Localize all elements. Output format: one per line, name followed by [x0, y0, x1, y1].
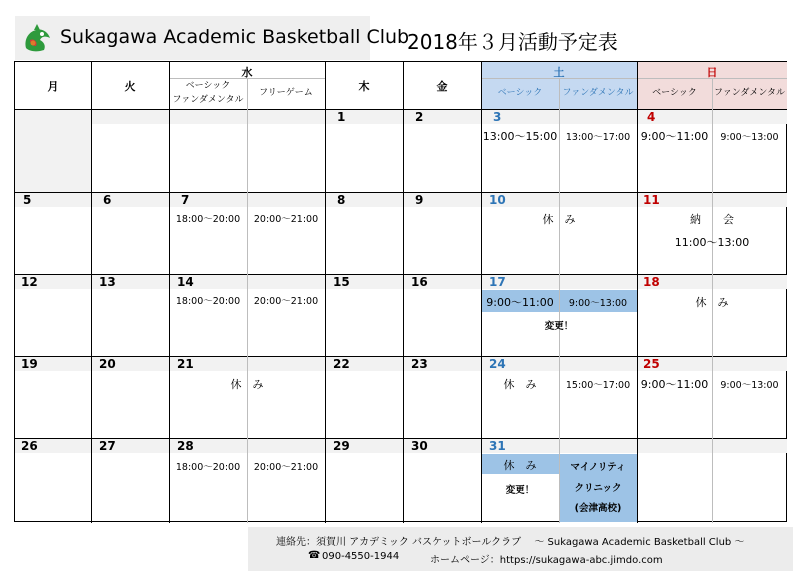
- sun-fund-label: ファンダメンタル: [713, 88, 786, 98]
- dragon-logo-icon: [20, 22, 54, 56]
- event-time: 20:00〜21:00: [253, 296, 319, 307]
- day-number: 3: [493, 110, 502, 124]
- date-band: [15, 275, 787, 289]
- event-time: 13:00〜15:00: [482, 130, 558, 143]
- event-time: 20:00〜21:00: [253, 214, 319, 225]
- day-number: 27: [99, 439, 116, 453]
- clinic-title: クリニック: [574, 483, 622, 494]
- day-number: 9: [415, 193, 424, 207]
- weekday-fri: 金: [436, 80, 448, 93]
- day-number: 14: [177, 275, 194, 289]
- event-time: 9:00〜11:00: [640, 378, 709, 391]
- wed-free-label: フリーゲーム: [259, 88, 313, 98]
- date-band: [15, 193, 787, 207]
- day-number: 4: [647, 110, 656, 124]
- day-number: 25: [643, 357, 660, 371]
- day-number: 18: [643, 275, 660, 289]
- grid-line: [325, 62, 326, 523]
- day-number: 23: [411, 357, 428, 371]
- clinic-venue: (会津高校): [574, 503, 622, 514]
- grid-line: [15, 192, 787, 193]
- event-time: 18:00〜20:00: [175, 296, 241, 307]
- day-number: 10: [489, 193, 506, 207]
- day-number: 12: [21, 275, 38, 289]
- day-number: 28: [177, 439, 194, 453]
- change-notice: 変更！: [505, 485, 535, 496]
- event-meeting: 納 会: [690, 213, 734, 226]
- wed-basic-label: ベーシック: [185, 81, 231, 91]
- day-number: 8: [337, 193, 346, 207]
- homepage-link[interactable]: ホームページ：https://sukagawa-abc.jimdo.com: [430, 555, 663, 566]
- weekday-mon: 月: [47, 80, 59, 93]
- event-time: 15:00〜17:00: [565, 380, 631, 391]
- day-number: 20: [99, 357, 116, 371]
- event-time: 9:00〜13:00: [568, 298, 628, 309]
- sat-fund-label: ファンダメンタル: [562, 88, 634, 98]
- page-title: 2018年３月活動予定表: [407, 30, 618, 54]
- day-number: 26: [21, 439, 38, 453]
- event-time: 11:00〜13:00: [674, 236, 750, 249]
- contact-footer: [248, 527, 793, 571]
- day-number: 5: [23, 193, 32, 207]
- event-time: 18:00〜20:00: [175, 462, 241, 473]
- weekday-wed: 水: [241, 66, 253, 79]
- day-number: 1: [337, 110, 346, 124]
- event-rest: 休 み: [503, 459, 537, 472]
- event-time: 9:00〜11:00: [640, 130, 709, 143]
- club-name: Sukagawa Academic Basketball Club: [60, 26, 410, 48]
- contact-text: 連絡先：須賀川 アカデミック バスケットボールクラブ 〜 Sukagawa Academic Basketball Club 〜: [276, 537, 745, 548]
- day-number: 30: [411, 439, 428, 453]
- event-rest: 休 み: [503, 378, 537, 391]
- grid-line: [15, 438, 787, 439]
- day-number: 13: [99, 275, 116, 289]
- day-number: 15: [333, 275, 350, 289]
- event-time: 9:00〜13:00: [720, 132, 779, 143]
- day-number: 6: [103, 193, 112, 207]
- event-rest: 休 み: [695, 296, 729, 309]
- weekday-sun: 日: [706, 66, 718, 79]
- weekend-header-divider: [481, 78, 787, 79]
- day-number: 24: [489, 357, 506, 371]
- change-notice: 変更！: [544, 321, 574, 332]
- weekday-sat: 土: [553, 66, 565, 79]
- empty-cell-shade: [91, 110, 169, 124]
- day-number: 22: [333, 357, 350, 371]
- day-number: 29: [333, 439, 350, 453]
- event-time: 18:00〜20:00: [175, 214, 241, 225]
- sat-basic-label: ベーシック: [497, 88, 543, 98]
- date-band: [15, 439, 787, 453]
- phone-icon: ☎: [308, 550, 321, 561]
- event-time: 20:00〜21:00: [253, 462, 319, 473]
- day-number: 31: [489, 439, 506, 453]
- day-number: 19: [21, 357, 38, 371]
- event-time: 9:00〜13:00: [720, 380, 779, 391]
- grid-line: [15, 274, 787, 275]
- grid-line: [91, 62, 92, 523]
- event-time: 13:00〜17:00: [565, 132, 631, 143]
- date-band: [325, 110, 787, 124]
- day-number: 21: [177, 357, 194, 371]
- schedule-calendar: [14, 61, 787, 522]
- wed-basic-label-2: ファンダメンタル: [172, 95, 244, 105]
- grid-line: [15, 356, 787, 357]
- phone-number: 090-4550-1944: [322, 551, 400, 562]
- day-number: 7: [181, 193, 190, 207]
- grid-line: [403, 62, 404, 523]
- sun-basic-label: ベーシック: [652, 88, 697, 98]
- empty-cell-shade: [15, 110, 91, 192]
- day-number: 17: [489, 275, 506, 289]
- weekday-thu: 木: [358, 80, 370, 93]
- grid-line: [15, 109, 787, 110]
- clinic-title: マイノリティ: [570, 462, 626, 473]
- day-number: 2: [415, 110, 424, 124]
- day-number: 16: [411, 275, 428, 289]
- date-band: [15, 357, 787, 371]
- event-time: 9:00〜11:00: [486, 296, 554, 309]
- event-rest: 休 み: [230, 378, 264, 391]
- weekday-tue: 火: [124, 80, 136, 93]
- event-rest: 休 み: [542, 213, 576, 226]
- day-number: 11: [643, 193, 660, 207]
